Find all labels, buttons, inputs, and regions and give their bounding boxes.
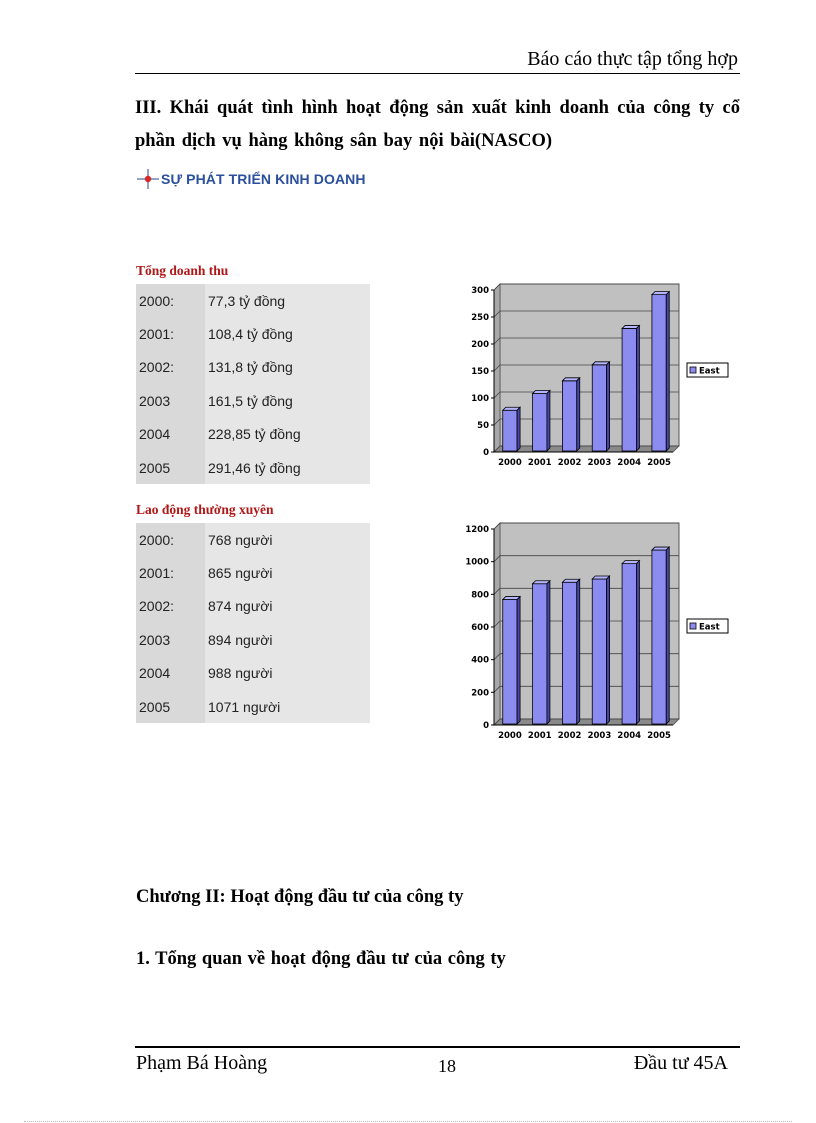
chart2-bar-side [547, 581, 550, 724]
chart1-floor [494, 446, 679, 452]
labor-row [136, 623, 370, 656]
chart2-bar-front [533, 584, 547, 724]
labor-label: Lao động thường xuyên [136, 502, 274, 517]
chart2-x-tick-label: 2005 [647, 731, 671, 741]
revenue-value-cell: 77,3 tỷ đồng [205, 284, 370, 317]
chapter-heading: Chương II: Hoạt động đầu tư của công ty [136, 887, 464, 907]
chart1-bar [562, 378, 579, 451]
chart1-x-tick-label: 2003 [587, 458, 612, 468]
labor-value-cell: 988 người [205, 657, 370, 690]
revenue-row [136, 418, 370, 451]
chart1-bar-front [562, 381, 576, 451]
chart2-bar-front [562, 582, 576, 724]
chart2-bar-side [607, 576, 610, 724]
labor-value-cell: 1071 người [205, 690, 370, 723]
chart2-bar-front [622, 564, 636, 724]
chart1-x-tick-label: 2002 [557, 458, 582, 468]
banner-text: SỰ PHÁT TRIỂN KINH DOANH [161, 171, 366, 187]
chart2-floor [494, 719, 679, 725]
chart1-bar-side [577, 378, 580, 451]
chart2-x-tick-label: 2002 [557, 731, 582, 741]
chart2-x-tick-label: 2000 [498, 731, 522, 741]
revenue-year-cell: 2001: [136, 317, 205, 350]
chart1-y-tick-label: 150 [471, 367, 489, 377]
chart2-x-tick-label: 2004 [617, 731, 642, 741]
revenue-table [136, 284, 370, 484]
chart1-bar-front [652, 295, 666, 451]
labor-value-cell: 768 người [205, 523, 370, 556]
chart2-bar [533, 581, 550, 724]
labor-year-cell: 2005 [136, 690, 205, 723]
chart2-y-tick-label: 800 [471, 590, 489, 601]
chart1-bar-side [547, 390, 550, 451]
chart1-bar-side [636, 325, 639, 451]
revenue-label: Tổng doanh thu [136, 263, 229, 278]
chart1-legend-label: East [699, 366, 720, 377]
chart2-y-tick-label: 1200 [465, 525, 489, 535]
revenue-year-cell: 2005 [136, 451, 205, 484]
chart1-x-tick-label: 2000 [498, 458, 522, 468]
page-edge-rule [24, 1121, 792, 1122]
crosshair-dot [145, 176, 151, 182]
chart2-y-tick-label: 1000 [465, 557, 489, 568]
labor-row [136, 523, 370, 556]
labor-row [136, 590, 370, 623]
revenue-row [136, 317, 370, 350]
header-rule [135, 73, 740, 74]
chart1-bar-front [622, 328, 636, 451]
chart1-bar [622, 325, 639, 451]
revenue-value-cell: 161,5 tỷ đồng [205, 384, 370, 417]
business-development-banner [137, 168, 366, 190]
chart2-y-tick-label: 0 [483, 721, 489, 731]
chart1-x-tick-label: 2004 [617, 458, 642, 468]
chart1-bar [652, 292, 669, 451]
revenue-bar-chart [454, 282, 740, 474]
revenue-value-cell: 291,46 tỷ đồng [205, 451, 370, 484]
revenue-value-cell: 108,4 tỷ đồng [205, 317, 370, 350]
labor-year-cell: 2002: [136, 590, 205, 623]
labor-value-cell: 874 người [205, 590, 370, 623]
chart1-y-tick-label: 300 [471, 286, 489, 296]
labor-year-cell: 2003 [136, 623, 205, 656]
crosshair-icon [137, 168, 159, 190]
revenue-row [136, 351, 370, 384]
chart1-bar-side [517, 407, 520, 451]
chart1-bar-side [666, 292, 669, 451]
revenue-year-cell: 2003 [136, 384, 205, 417]
chart2-bar [503, 597, 520, 724]
page-number: 18 [438, 1056, 456, 1076]
chart1-y-tick-label: 50 [477, 421, 489, 431]
footer-author: Phạm Bá Hoàng [136, 1052, 268, 1074]
labor-year-cell: 2004 [136, 657, 205, 690]
chart2-y-tick-label: 400 [471, 655, 489, 666]
revenue-row [136, 284, 370, 317]
sub-heading: 1. Tổng quan về hoạt động đầu tư của công ty [136, 949, 506, 969]
chart2-bar-side [636, 561, 639, 724]
labor-row [136, 556, 370, 589]
chart2-bar-front [503, 600, 517, 724]
chart1-x-tick-label: 2001 [527, 458, 552, 468]
revenue-year-cell: 2000: [136, 284, 205, 317]
revenue-year-cell: 2004 [136, 418, 205, 451]
labor-value-cell: 865 người [205, 556, 370, 589]
chart2-y-tick-label: 200 [471, 688, 489, 699]
labor-table [136, 523, 370, 723]
revenue-value-cell: 228,85 tỷ đồng [205, 418, 370, 451]
chart2-bar-side [517, 597, 520, 724]
footer-rule [135, 1046, 740, 1048]
chart2-x-tick-label: 2001 [527, 731, 552, 741]
header-title: Báo cáo thực tập tổng hợp [527, 48, 738, 70]
chart2-legend-label: East [699, 622, 720, 633]
chart2-bar-front [592, 579, 606, 724]
chart1-y-tick-label: 200 [471, 340, 489, 350]
labor-year-cell: 2000: [136, 523, 205, 556]
chart2-bar [592, 576, 609, 724]
chart1-legend-swatch [690, 367, 696, 373]
chart1-y-tick-label: 100 [471, 394, 489, 404]
chart1-bar-side [607, 362, 610, 451]
chart1-bar [503, 407, 520, 451]
chart2-legend-swatch [690, 623, 696, 629]
section-heading: III. Khái quát tình hình hoạt động sản xuất kinh doanh của công ty cổ phần dịch vụ hàng không sân bay nội bài(NASCO) [135, 98, 740, 151]
chart2-bar-side [666, 547, 669, 724]
chart1-bar [592, 362, 609, 451]
labor-row [136, 657, 370, 690]
revenue-row [136, 384, 370, 417]
revenue-value-cell: 131,8 tỷ đồng [205, 351, 370, 384]
chart1-y-tick-label: 0 [483, 448, 489, 458]
footer-class: Đầu tư 45A [633, 1052, 728, 1074]
chart2-bar [622, 561, 639, 724]
chart1-x-tick-label: 2005 [647, 458, 671, 468]
labor-bar-chart [454, 521, 740, 749]
chart2-y-tick-label: 600 [471, 623, 489, 633]
revenue-year-cell: 2002: [136, 351, 205, 384]
labor-year-cell: 2001: [136, 556, 205, 589]
chart1-bar-front [503, 410, 517, 451]
chart2-bar [562, 579, 579, 724]
chart2-x-tick-label: 2003 [587, 731, 612, 741]
chart2-bar [652, 547, 669, 724]
revenue-row [136, 451, 370, 484]
chart1-bar [533, 390, 550, 451]
chart1-y-tick-label: 250 [471, 313, 489, 323]
chart1-bar-front [533, 393, 547, 451]
labor-value-cell: 894 người [205, 623, 370, 656]
labor-row [136, 690, 370, 723]
chart2-bar-front [652, 550, 666, 724]
chart1-bar-front [592, 365, 606, 451]
chart2-bar-side [577, 579, 580, 724]
